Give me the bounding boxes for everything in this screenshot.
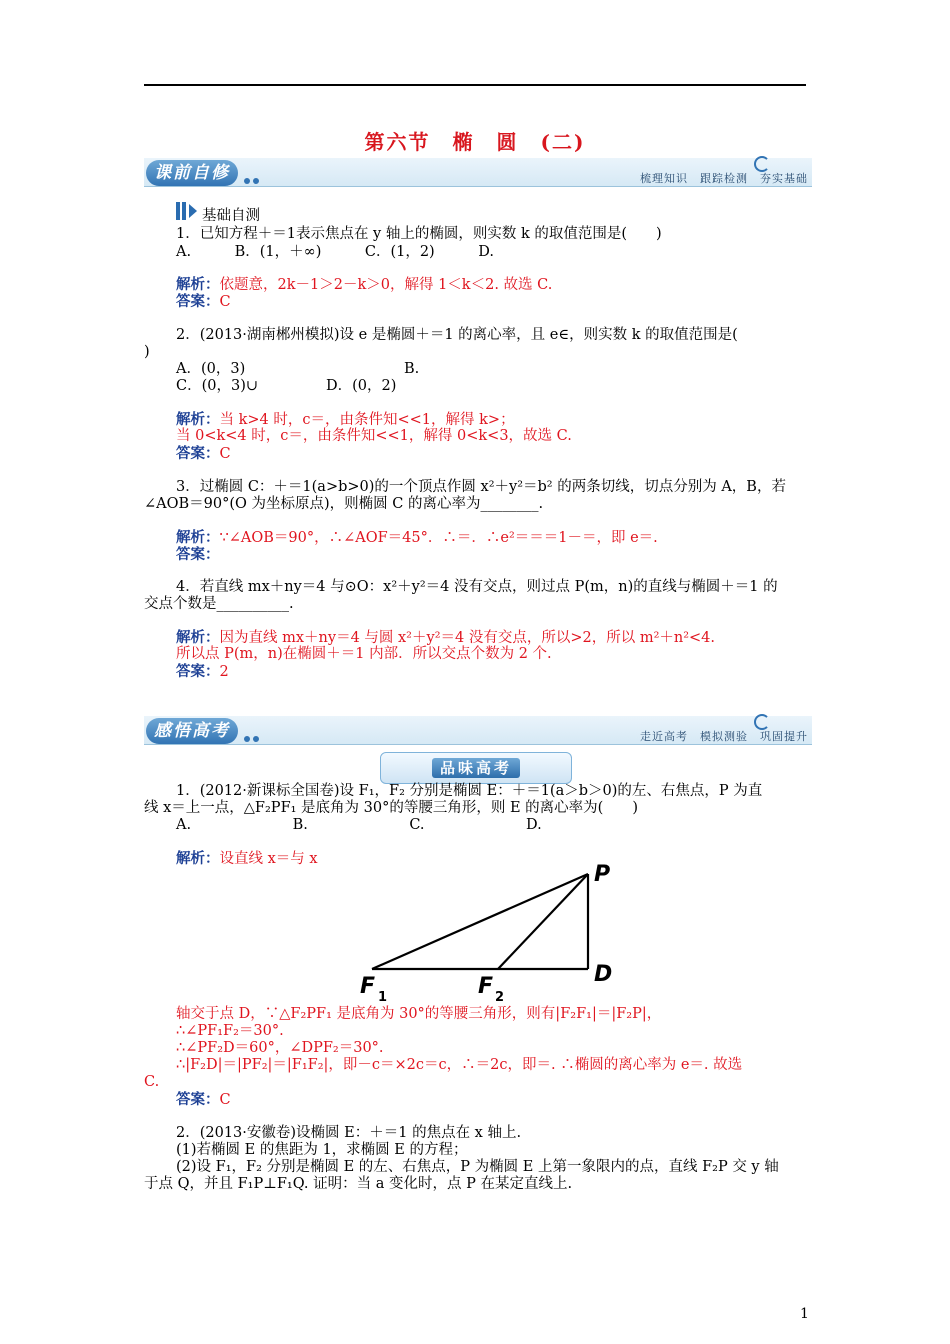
q3-answer-label: 答案： <box>176 546 220 563</box>
analysis-text: 因为直线 mx＋ny＝4 与圆 x²＋y²＝4 没有交点，所以>2，所以 m²＋n²<4. <box>219 630 716 646</box>
g1-analysis-0 <box>176 850 318 868</box>
q2-analysis-1 <box>176 411 515 429</box>
label-p: P <box>594 862 611 887</box>
subheading: 基础自测 <box>202 208 260 224</box>
label-d: D <box>594 962 613 987</box>
banner-right-text: 梳理知识 跟踪检测 夯实基础 <box>640 172 808 185</box>
label-f2-sub: 2 <box>495 990 505 1005</box>
g1-analysis-1: 轴交于点 D，∵△F₂PF₁ 是底角为 30°的等腰三角形，则有|F₂F₁|＝|F₂P|， <box>176 1006 662 1022</box>
analysis-text: 当 k>4 时，c＝，由条件知<<1，解得 k>； <box>219 412 515 428</box>
g1-stem-2: 线 x＝上一点，△F₂PF₁ 是底角为 30°的等腰三角形，则 E 的离心率为( ) <box>144 800 638 816</box>
g1-analysis-3: ∴∠PF₂D＝60°，∠DPF₂＝30°. <box>176 1040 384 1056</box>
f2p-line <box>498 874 588 969</box>
answer-text: C <box>219 1092 231 1108</box>
answer-label: 答案： <box>176 445 220 462</box>
q1-stem: 1．已知方程＋＝1表示焦点在 y 轴上的椭圆，则实数 k 的取值范围是( ) <box>176 226 662 242</box>
q1-answer <box>176 293 231 311</box>
banner-tag: 课前自修 <box>146 160 238 186</box>
g2-part-2b: 于点 Q，并且 F₁P⊥F₁Q. 证明：当 a 变化时，点 P 在某定直线上. <box>144 1176 573 1192</box>
label-f2: F <box>478 974 494 999</box>
analysis-label: 解析： <box>176 411 220 428</box>
g1-analysis-4: ∴|F₂D|＝|PF₂|＝|F₁F₂|，即－c＝×2c＝c，∴＝2c，即＝. ∴椭圆的离心率为 e＝. 故选 <box>176 1057 743 1073</box>
analysis-label: 解析： <box>176 276 220 293</box>
g2-part-1: (1)若椭圆 E 的焦距为 1，求椭圆 E 的方程； <box>176 1142 468 1158</box>
banner-tag: 感悟高考 <box>146 718 238 744</box>
banner-dots <box>244 727 264 735</box>
g1-options: A. B. C. D. <box>176 817 542 833</box>
page-title: 第六节 椭 圆 (二) <box>364 130 586 154</box>
header-rule <box>144 84 806 86</box>
q2-stem-1: 2．(2013·湖南郴州模拟)设 e 是椭圆＋＝1 的离心率，且 e∈，则实数 k 的取值范围是( <box>176 327 738 343</box>
g1-answer <box>176 1091 231 1109</box>
answer-label: 答案： <box>176 663 220 680</box>
q2-analysis-2: 当 0<k<4 时，c＝，由条件知<<1，解得 0<k<3，故选 C. <box>176 428 572 444</box>
answer-text: C <box>219 446 231 462</box>
pin-label: 品味高考 <box>432 758 520 778</box>
analysis-label: 解析： <box>176 850 220 867</box>
analysis-label: 解析： <box>176 529 220 546</box>
q4-stem-1: 4．若直线 mx＋ny＝4 与⊙O：x²＋y²＝4 没有交点，则过点 P(m，n)的直线与椭圆＋＝1 的 <box>176 579 778 595</box>
g2-stem: 2．(2013·安徽卷)设椭圆 E：＋＝1 的焦点在 x 轴上. <box>176 1125 522 1141</box>
q4-analysis-2: 所以点 P(m，n)在椭圆＋＝1 内部．所以交点个数为 2 个. <box>176 646 552 662</box>
page-number: 1 <box>800 1306 809 1322</box>
analysis-text: 依题意，2k－1＞2－k＞0，解得 1＜k＜2. 故选 C. <box>219 277 553 293</box>
q2-answer <box>176 445 231 463</box>
answer-label: 答案： <box>176 293 220 310</box>
q2-option-b: B. <box>404 361 420 377</box>
q4-stem-2: 交点个数是__________. <box>144 596 294 612</box>
q1-options: A. B．(1，＋∞) C．(1，2) D. <box>176 244 494 260</box>
pin-label-box <box>380 752 572 784</box>
section-banner-2 <box>144 716 812 746</box>
q4-analysis-1 <box>176 629 715 647</box>
answer-label: 答案： <box>176 1091 220 1108</box>
q2-option-c: C．(0，3)∪ <box>176 378 259 394</box>
g2-part-2a: (2)设 F₁，F₂ 分别是椭圆 E 的左、右焦点，P 为椭圆 E 上第一象限内的点，直线 F₂P 交 y 轴 <box>176 1159 779 1175</box>
q3-analysis <box>176 529 658 547</box>
banner-right-text: 走近高考 模拟测验 巩固提升 <box>640 730 808 743</box>
section-banner-1 <box>144 158 812 188</box>
q2-option-a: A．(0，3) <box>176 361 246 377</box>
label-f1-sub: 1 <box>378 990 388 1005</box>
analysis-text: ∵∠AOB＝90°，∴∠AOF＝45°．∴＝．∴e²＝＝＝1－＝，即 e＝. <box>219 530 658 546</box>
f1p-line <box>372 874 588 969</box>
subheading-marker-icon <box>176 202 198 220</box>
g1-analysis-5: C. <box>144 1074 160 1090</box>
g1-stem-1: 1．(2012·新课标全国卷)设 F₁，F₂ 分别是椭圆 E：＋＝1(a＞b＞0)的左、右焦点，P 为直 <box>176 783 763 799</box>
q2-option-d: D．(0，2) <box>326 378 397 394</box>
label-f1: F <box>360 974 376 999</box>
banner-dots <box>244 169 264 177</box>
analysis-label: 解析： <box>176 629 220 646</box>
q4-answer <box>176 663 229 681</box>
q2-stem-2: ) <box>144 344 150 360</box>
q3-stem-2: ∠AOB＝90°(O 为坐标原点)，则椭圆 C 的离心率为________. <box>144 496 544 512</box>
triangle-figure <box>350 862 630 1012</box>
answer-text: 2 <box>219 664 229 680</box>
analysis-text: 设直线 x＝与 x <box>219 851 318 867</box>
q3-stem-1: 3．过椭圆 C：＋＝1(a>b>0)的一个顶点作圆 x²＋y²＝b² 的两条切线，切点分别为 A，B，若 <box>176 479 786 495</box>
g1-analysis-2: ∴∠PF₁F₂＝30°. <box>176 1023 284 1039</box>
answer-text: C <box>219 294 231 310</box>
q1-analysis <box>176 276 552 294</box>
